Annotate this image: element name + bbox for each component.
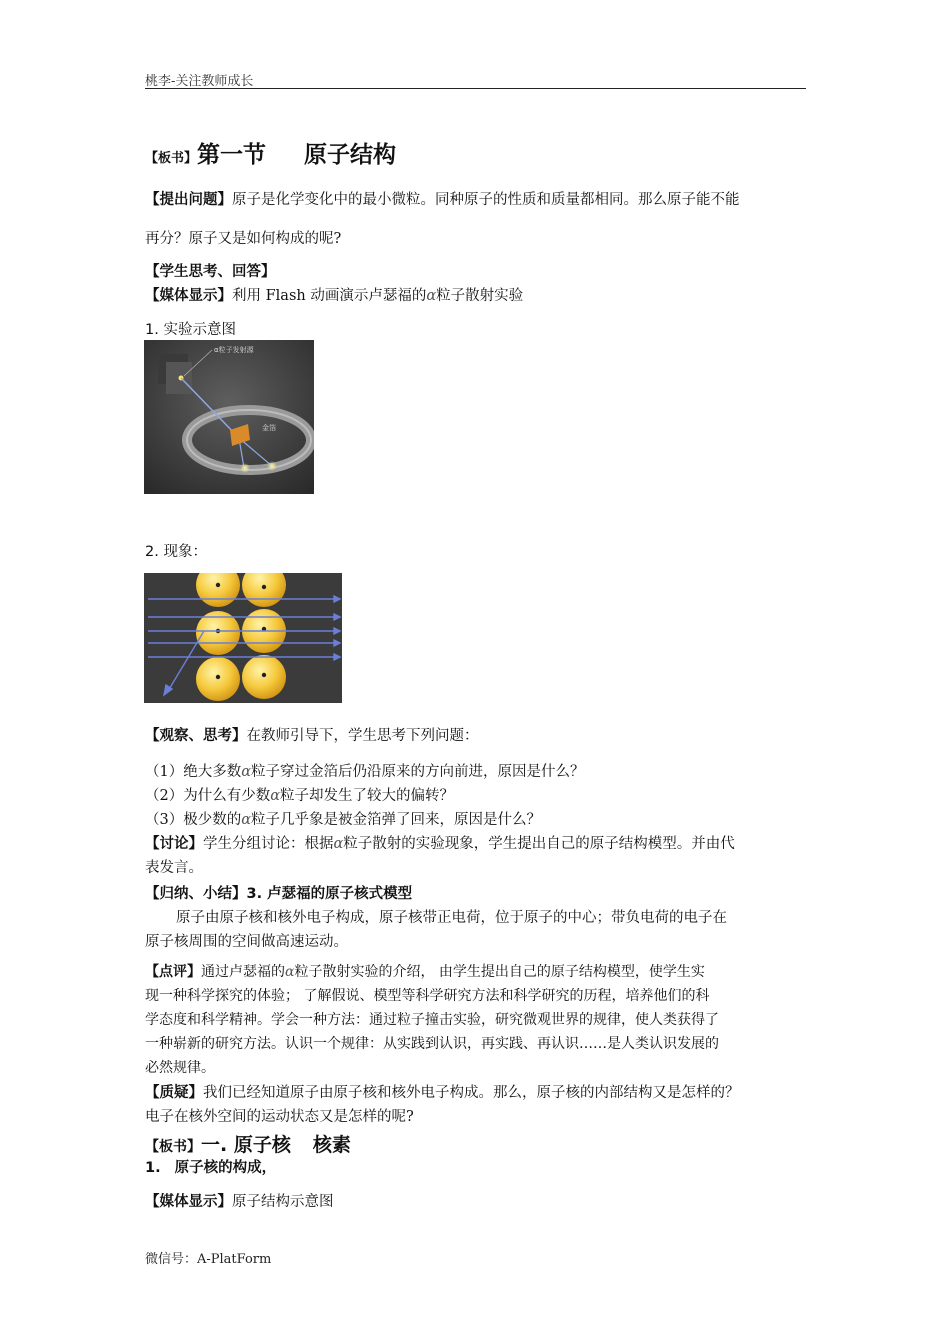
observe-tag: 【观察、思考】 <box>145 728 247 744</box>
media-line-2: 【媒体显示】原子结构示意图 <box>145 1194 334 1210</box>
discuss-line-2: 表发言。 <box>145 860 203 876</box>
question-tag: 【提出问题】 <box>145 192 232 208</box>
doubt-line-2: 电子在核外空间的运动状态又是怎样的呢? <box>145 1109 414 1125</box>
summary-title: 3. 卢瑟福的原子核式模型 <box>246 886 413 902</box>
experiment-diagram <box>144 340 314 494</box>
model-line-1: 原子由原子核和核外电子构成，原子核带正电荷，位于原子的中心；带负电荷的电子在 <box>176 910 727 926</box>
media-tag: 【媒体显示】 <box>145 288 232 304</box>
board-tag: 【板书】 <box>145 151 198 166</box>
comment-line-2: 现一种科学探究的体验； 了解假说、模型等科学研究方法和科学研究的历程，培养他们的科 <box>145 988 710 1004</box>
doubt-tag: 【质疑】 <box>145 1085 203 1101</box>
question-line-1: 【提出问题】原子是化学变化中的最小微粒。同种原子的性质和质量都相同。那么原子能不能 <box>145 192 740 208</box>
discuss-line-1: 【讨论】学生分组讨论：根据α粒子散射的实验现象，学生提出自己的原子结构模型。并由代 <box>145 836 735 852</box>
page-footer: 微信号：A-PlatForm <box>145 1252 272 1267</box>
model-line-2: 原子核周围的空间做高速运动。 <box>145 934 348 950</box>
summary-tag: 【归纳、小结】 <box>145 886 247 902</box>
section-subtitle: 原子结构 <box>304 142 397 168</box>
comment-line-5: 必然规律。 <box>145 1060 215 1076</box>
question-item-2: （2）为什么有少数α粒子却发生了较大的偏转？ <box>145 788 455 804</box>
question-line-2: 再分？原子又是如何构成的呢? <box>145 231 342 247</box>
student-tag: 【学生思考、回答】 <box>145 264 276 280</box>
alpha-symbol: α <box>426 288 437 304</box>
page-header: 桃李-关注教师成长 <box>145 74 254 89</box>
subsection-title: 一. 原子核 <box>201 1134 291 1156</box>
board-tag-2: 【板书】 <box>145 1139 201 1155</box>
question-item-1: （1）绝大多数α粒子穿过金箔后仍沿原来的方向前进，原因是什么？ <box>145 764 585 780</box>
discuss-tag: 【讨论】 <box>145 836 203 852</box>
subsection-subtitle: 核素 <box>312 1134 351 1156</box>
source-label: α粒子发射源 <box>214 346 254 354</box>
comment-line-4: 一种崭新的研究方法。认识一个规律：从实践到认识，再实践、再认识……是人类认识发展的 <box>145 1036 719 1052</box>
comment-line-1: 【点评】通过卢瑟福的α粒子散射实验的介绍， 由学生提出自己的原子结构模型，使学生实 <box>145 964 705 980</box>
comment-line-3: 学态度和科学精神。学会一种方法：通过粒子撞击实验，研究微观世界的规律，使人类获得了 <box>145 1012 719 1028</box>
media-tag-2: 【媒体显示】 <box>145 1194 232 1210</box>
figure-2-caption: 2. 现象： <box>145 544 207 560</box>
media-line-1: 【媒体显示】利用 Flash 动画演示卢瑟福的α粒子散射实验 <box>145 288 524 304</box>
section-heading <box>145 136 396 169</box>
section-title: 第一节 <box>197 142 267 168</box>
observe-line: 【观察、思考】在教师引导下，学生思考下列问题： <box>145 728 479 744</box>
scattering-phenomenon-image <box>144 573 342 703</box>
summary-line <box>145 884 412 904</box>
figure-1-caption: 1. 实验示意图 <box>145 322 236 338</box>
header-divider <box>145 88 806 89</box>
subsection-heading <box>145 1130 351 1157</box>
question-item-3: （3）极少数的α粒子几乎象是被金箔弹了回来，原因是什么？ <box>145 812 542 828</box>
item-1: 1. 原子核的构成， <box>145 1160 277 1176</box>
comment-tag: 【点评】 <box>145 964 201 980</box>
foil-label: 金箔 <box>262 424 276 432</box>
doubt-line-1: 【质疑】我们已经知道原子由原子核和核外电子构成。那么，原子核的内部结构又是怎样的？ <box>145 1085 740 1101</box>
